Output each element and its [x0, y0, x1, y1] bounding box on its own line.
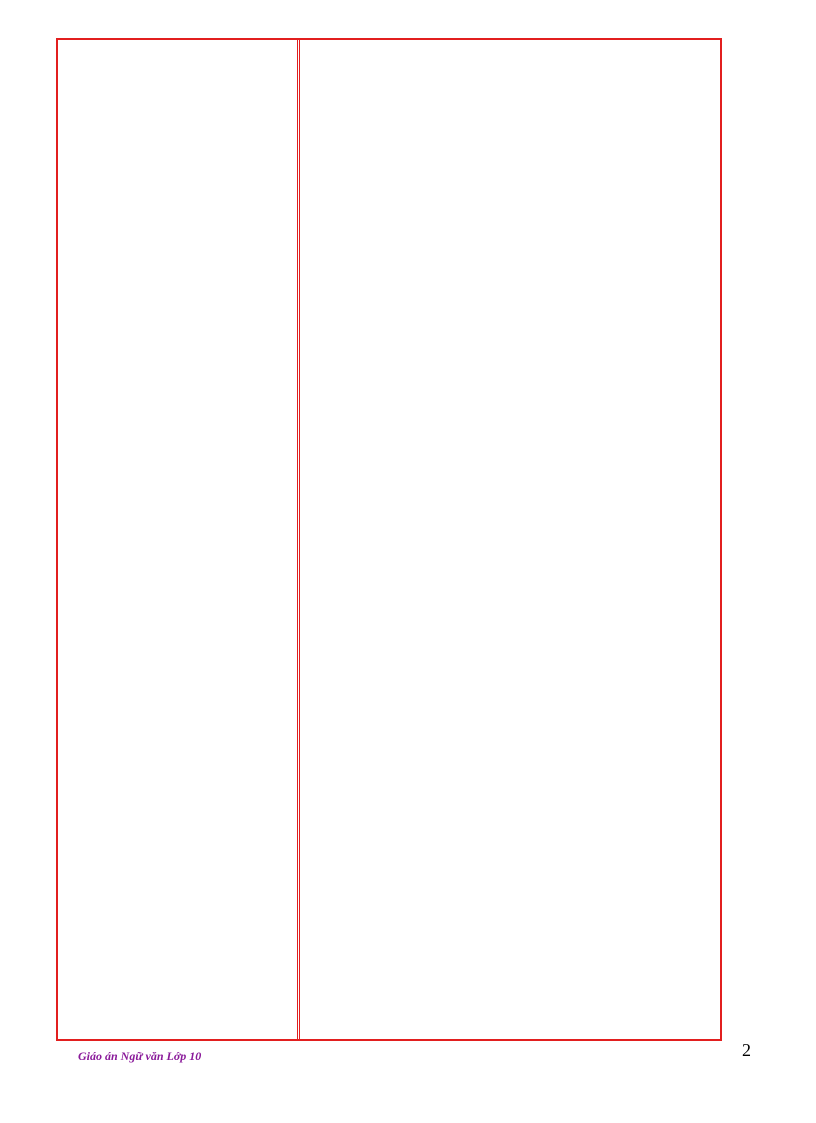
document-frame	[56, 38, 722, 1041]
footer-title: Giáo án Ngữ văn Lớp 10	[78, 1049, 202, 1063]
page-number: 2	[742, 1040, 751, 1060]
column-divider	[297, 40, 300, 1039]
